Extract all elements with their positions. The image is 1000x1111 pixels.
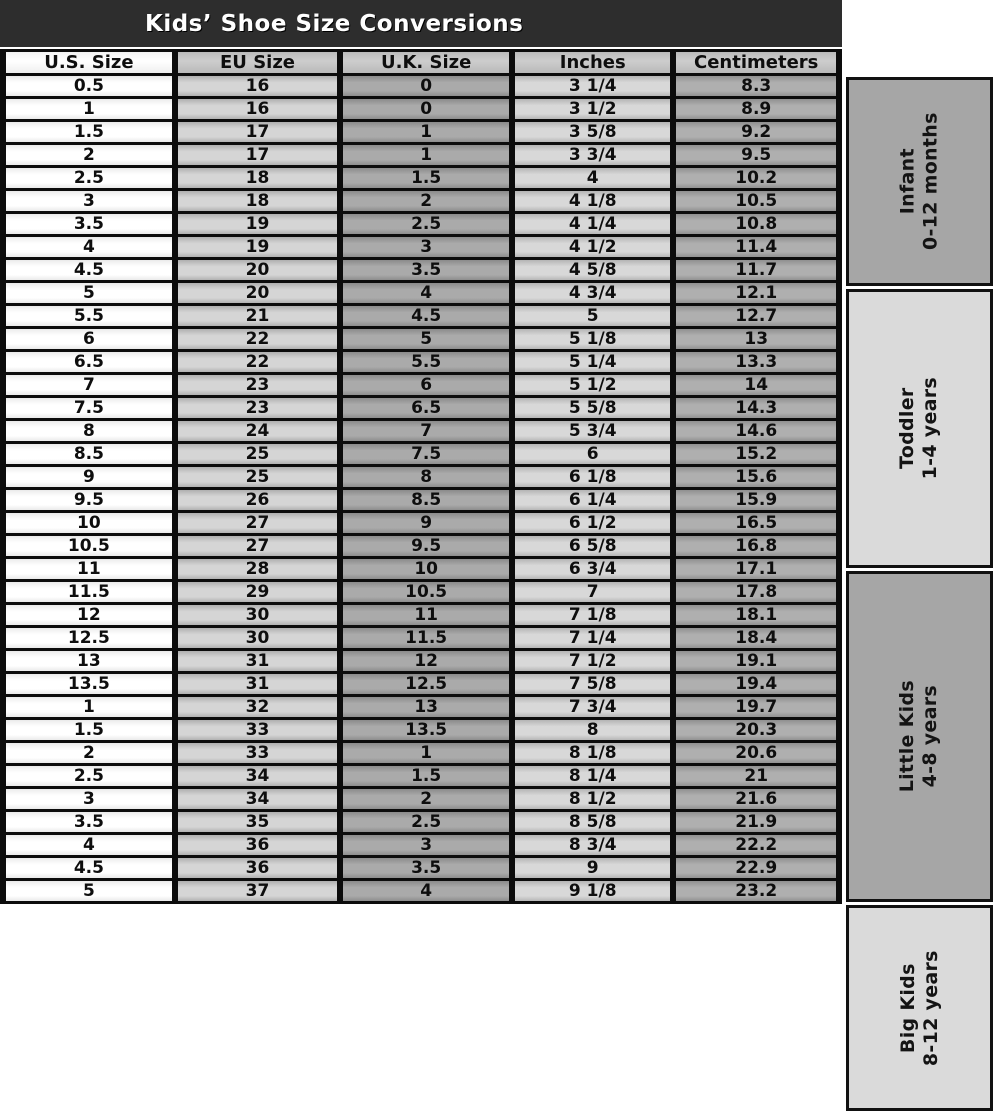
cell-cm: 16.8 [673, 535, 839, 558]
cell-uk: 4.5 [340, 305, 512, 328]
table-row [3, 512, 839, 535]
cell-eu: 20 [175, 259, 341, 282]
table-row [3, 351, 839, 374]
table-row [3, 742, 839, 765]
column-header-eu: EU Size [175, 51, 341, 75]
cell-eu: 21 [175, 305, 341, 328]
cell-inches: 8 1/4 [512, 765, 673, 788]
cell-uk: 2.5 [340, 213, 512, 236]
cell-us: 12 [3, 604, 175, 627]
cell-inches: 5 [512, 305, 673, 328]
cell-us: 10.5 [3, 535, 175, 558]
table-row [3, 397, 839, 420]
cell-inches: 6 1/4 [512, 489, 673, 512]
cell-us: 9.5 [3, 489, 175, 512]
cell-cm: 14.6 [673, 420, 839, 443]
cell-cm: 21 [673, 765, 839, 788]
cell-inches: 9 1/8 [512, 880, 673, 903]
cell-us: 9 [3, 466, 175, 489]
cell-cm: 16.5 [673, 512, 839, 535]
age-group-little-kids [846, 571, 993, 902]
cell-eu: 33 [175, 742, 341, 765]
cell-inches: 7 1/8 [512, 604, 673, 627]
cell-us: 13.5 [3, 673, 175, 696]
cell-us: 8 [3, 420, 175, 443]
cell-cm: 18.4 [673, 627, 839, 650]
cell-uk: 1.5 [340, 167, 512, 190]
cell-us: 2 [3, 144, 175, 167]
cell-eu: 20 [175, 282, 341, 305]
cell-us: 1 [3, 98, 175, 121]
cell-uk: 3.5 [340, 259, 512, 282]
cell-uk: 3.5 [340, 857, 512, 880]
cell-us: 0.5 [3, 75, 175, 98]
cell-cm: 20.6 [673, 742, 839, 765]
cell-us: 3.5 [3, 213, 175, 236]
cell-us: 3 [3, 190, 175, 213]
column-header-uk: U.K. Size [340, 51, 512, 75]
cell-cm: 19.7 [673, 696, 839, 719]
table-row [3, 75, 839, 98]
cell-inches: 4 3/4 [512, 282, 673, 305]
cell-eu: 37 [175, 880, 341, 903]
cell-us: 11 [3, 558, 175, 581]
cell-inches: 4 1/4 [512, 213, 673, 236]
cell-cm: 22.2 [673, 834, 839, 857]
age-group-range: 0-12 months [919, 112, 942, 251]
cell-eu: 33 [175, 719, 341, 742]
title-bar [0, 0, 842, 47]
cell-uk: 3 [340, 834, 512, 857]
cell-uk: 0 [340, 98, 512, 121]
cell-cm: 10.8 [673, 213, 839, 236]
cell-uk: 1.5 [340, 765, 512, 788]
cell-eu: 19 [175, 213, 341, 236]
cell-uk: 13.5 [340, 719, 512, 742]
age-group-range: 4-8 years [919, 685, 942, 788]
cell-uk: 7 [340, 420, 512, 443]
column-header-cm: Centimeters [673, 51, 839, 75]
header-row [3, 51, 839, 75]
table-row [3, 558, 839, 581]
cell-inches: 7 3/4 [512, 696, 673, 719]
table-row [3, 121, 839, 144]
cell-eu: 22 [175, 351, 341, 374]
cell-inches: 7 [512, 581, 673, 604]
cell-us: 2.5 [3, 765, 175, 788]
table-row [3, 880, 839, 903]
cell-cm: 18.1 [673, 604, 839, 627]
cell-cm: 15.2 [673, 443, 839, 466]
age-group-label [896, 377, 942, 479]
cell-cm: 15.9 [673, 489, 839, 512]
cell-uk: 3 [340, 236, 512, 259]
cell-inches: 8 1/2 [512, 788, 673, 811]
cell-eu: 30 [175, 627, 341, 650]
cell-eu: 35 [175, 811, 341, 834]
cell-us: 10 [3, 512, 175, 535]
cell-cm: 8.3 [673, 75, 839, 98]
cell-inches: 8 1/8 [512, 742, 673, 765]
cell-us: 5.5 [3, 305, 175, 328]
cell-us: 2 [3, 742, 175, 765]
cell-eu: 34 [175, 765, 341, 788]
cell-eu: 16 [175, 75, 341, 98]
cell-cm: 19.4 [673, 673, 839, 696]
cell-cm: 21.6 [673, 788, 839, 811]
cell-us: 4 [3, 834, 175, 857]
cell-eu: 29 [175, 581, 341, 604]
cell-uk: 10 [340, 558, 512, 581]
cell-us: 3.5 [3, 811, 175, 834]
cell-cm: 9.2 [673, 121, 839, 144]
cell-eu: 24 [175, 420, 341, 443]
cell-eu: 27 [175, 535, 341, 558]
table-row [3, 489, 839, 512]
cell-inches: 9 [512, 857, 673, 880]
table-row [3, 834, 839, 857]
table-row [3, 788, 839, 811]
cell-us: 7 [3, 374, 175, 397]
table-row [3, 98, 839, 121]
cell-us: 12.5 [3, 627, 175, 650]
page-title: Kids’ Shoe Size Conversions [145, 10, 524, 37]
cell-uk: 1 [340, 742, 512, 765]
age-group-range: 8-12 years [919, 950, 942, 1066]
cell-uk: 8.5 [340, 489, 512, 512]
cell-us: 4 [3, 236, 175, 259]
cell-uk: 5 [340, 328, 512, 351]
cell-inches: 8 5/8 [512, 811, 673, 834]
cell-inches: 3 1/4 [512, 75, 673, 98]
cell-eu: 32 [175, 696, 341, 719]
cell-cm: 10.5 [673, 190, 839, 213]
cell-uk: 4 [340, 880, 512, 903]
cell-eu: 25 [175, 466, 341, 489]
cell-us: 11.5 [3, 581, 175, 604]
cell-cm: 12.7 [673, 305, 839, 328]
table-row [3, 236, 839, 259]
table-body [3, 75, 839, 903]
table-row [3, 627, 839, 650]
age-group-range: 1-4 years [919, 377, 942, 480]
cell-cm: 19.1 [673, 650, 839, 673]
cell-us: 1.5 [3, 121, 175, 144]
cell-eu: 17 [175, 121, 341, 144]
cell-uk: 13 [340, 696, 512, 719]
cell-eu: 27 [175, 512, 341, 535]
table-row [3, 167, 839, 190]
table-row [3, 719, 839, 742]
cell-cm: 8.9 [673, 98, 839, 121]
cell-eu: 28 [175, 558, 341, 581]
cell-uk: 4 [340, 282, 512, 305]
table-row [3, 259, 839, 282]
cell-uk: 12.5 [340, 673, 512, 696]
cell-uk: 9.5 [340, 535, 512, 558]
cell-inches: 5 5/8 [512, 397, 673, 420]
cell-eu: 23 [175, 374, 341, 397]
cell-uk: 2 [340, 788, 512, 811]
cell-uk: 10.5 [340, 581, 512, 604]
cell-inches: 6 1/2 [512, 512, 673, 535]
cell-eu: 17 [175, 144, 341, 167]
cell-eu: 36 [175, 834, 341, 857]
cell-cm: 10.2 [673, 167, 839, 190]
cell-uk: 7.5 [340, 443, 512, 466]
cell-cm: 11.7 [673, 259, 839, 282]
cell-cm: 17.1 [673, 558, 839, 581]
cell-us: 7.5 [3, 397, 175, 420]
cell-inches: 5 1/2 [512, 374, 673, 397]
cell-eu: 18 [175, 190, 341, 213]
cell-eu: 31 [175, 673, 341, 696]
column-header-us: U.S. Size [3, 51, 175, 75]
cell-us: 6.5 [3, 351, 175, 374]
cell-eu: 25 [175, 443, 341, 466]
cell-eu: 26 [175, 489, 341, 512]
age-group-name: Big Kids [896, 963, 919, 1053]
age-group-name: Toddler [896, 387, 919, 470]
cell-cm: 14 [673, 374, 839, 397]
cell-inches: 6 [512, 443, 673, 466]
cell-uk: 2 [340, 190, 512, 213]
column-header-inches: Inches [512, 51, 673, 75]
table-row [3, 673, 839, 696]
cell-uk: 8 [340, 466, 512, 489]
table-row [3, 696, 839, 719]
table-row [3, 190, 839, 213]
cell-us: 13 [3, 650, 175, 673]
cell-us: 1 [3, 696, 175, 719]
cell-uk: 6.5 [340, 397, 512, 420]
cell-uk: 0 [340, 75, 512, 98]
cell-us: 6 [3, 328, 175, 351]
cell-cm: 12.1 [673, 282, 839, 305]
cell-cm: 21.9 [673, 811, 839, 834]
table-row [3, 650, 839, 673]
cell-us: 4.5 [3, 259, 175, 282]
table-row [3, 811, 839, 834]
table-row [3, 604, 839, 627]
cell-inches: 5 1/4 [512, 351, 673, 374]
cell-inches: 6 1/8 [512, 466, 673, 489]
cell-cm: 14.3 [673, 397, 839, 420]
cell-inches: 8 [512, 719, 673, 742]
table-row [3, 443, 839, 466]
cell-inches: 4 1/2 [512, 236, 673, 259]
age-group-label [896, 113, 942, 251]
cell-inches: 5 3/4 [512, 420, 673, 443]
cell-eu: 30 [175, 604, 341, 627]
table-row [3, 535, 839, 558]
age-group-label [896, 680, 942, 792]
cell-uk: 11 [340, 604, 512, 627]
cell-inches: 7 1/4 [512, 627, 673, 650]
cell-us: 3 [3, 788, 175, 811]
conversion-table [0, 49, 842, 904]
cell-us: 5 [3, 880, 175, 903]
cell-us: 4.5 [3, 857, 175, 880]
cell-uk: 9 [340, 512, 512, 535]
age-group-label [896, 950, 942, 1066]
table-row [3, 305, 839, 328]
cell-us: 8.5 [3, 443, 175, 466]
cell-inches: 7 5/8 [512, 673, 673, 696]
age-group-toddler [846, 289, 993, 568]
age-group-big-kids [846, 905, 993, 1111]
cell-cm: 13.3 [673, 351, 839, 374]
cell-uk: 1 [340, 121, 512, 144]
cell-uk: 6 [340, 374, 512, 397]
cell-inches: 6 5/8 [512, 535, 673, 558]
cell-uk: 1 [340, 144, 512, 167]
table-row [3, 466, 839, 489]
cell-cm: 15.6 [673, 466, 839, 489]
cell-uk: 2.5 [340, 811, 512, 834]
cell-uk: 5.5 [340, 351, 512, 374]
cell-cm: 23.2 [673, 880, 839, 903]
cell-inches: 6 3/4 [512, 558, 673, 581]
age-group-name: Little Kids [896, 680, 919, 793]
cell-cm: 11.4 [673, 236, 839, 259]
table-row [3, 328, 839, 351]
table-row [3, 144, 839, 167]
table-row [3, 420, 839, 443]
table-row [3, 857, 839, 880]
cell-inches: 3 5/8 [512, 121, 673, 144]
cell-eu: 16 [175, 98, 341, 121]
cell-us: 5 [3, 282, 175, 305]
cell-cm: 17.8 [673, 581, 839, 604]
cell-inches: 4 1/8 [512, 190, 673, 213]
table-row [3, 282, 839, 305]
cell-eu: 22 [175, 328, 341, 351]
age-group-name: Infant [896, 148, 919, 215]
cell-eu: 23 [175, 397, 341, 420]
cell-inches: 3 1/2 [512, 98, 673, 121]
table-row [3, 581, 839, 604]
age-group-infant [846, 77, 993, 286]
cell-eu: 18 [175, 167, 341, 190]
cell-uk: 12 [340, 650, 512, 673]
cell-us: 2.5 [3, 167, 175, 190]
cell-inches: 5 1/8 [512, 328, 673, 351]
cell-inches: 8 3/4 [512, 834, 673, 857]
cell-eu: 36 [175, 857, 341, 880]
cell-cm: 22.9 [673, 857, 839, 880]
cell-inches: 3 3/4 [512, 144, 673, 167]
table-row [3, 374, 839, 397]
table-row [3, 765, 839, 788]
cell-eu: 34 [175, 788, 341, 811]
cell-cm: 13 [673, 328, 839, 351]
cell-inches: 4 5/8 [512, 259, 673, 282]
cell-eu: 19 [175, 236, 341, 259]
cell-inches: 4 [512, 167, 673, 190]
cell-cm: 20.3 [673, 719, 839, 742]
cell-eu: 31 [175, 650, 341, 673]
cell-inches: 7 1/2 [512, 650, 673, 673]
cell-cm: 9.5 [673, 144, 839, 167]
cell-us: 1.5 [3, 719, 175, 742]
cell-uk: 11.5 [340, 627, 512, 650]
table-row [3, 213, 839, 236]
